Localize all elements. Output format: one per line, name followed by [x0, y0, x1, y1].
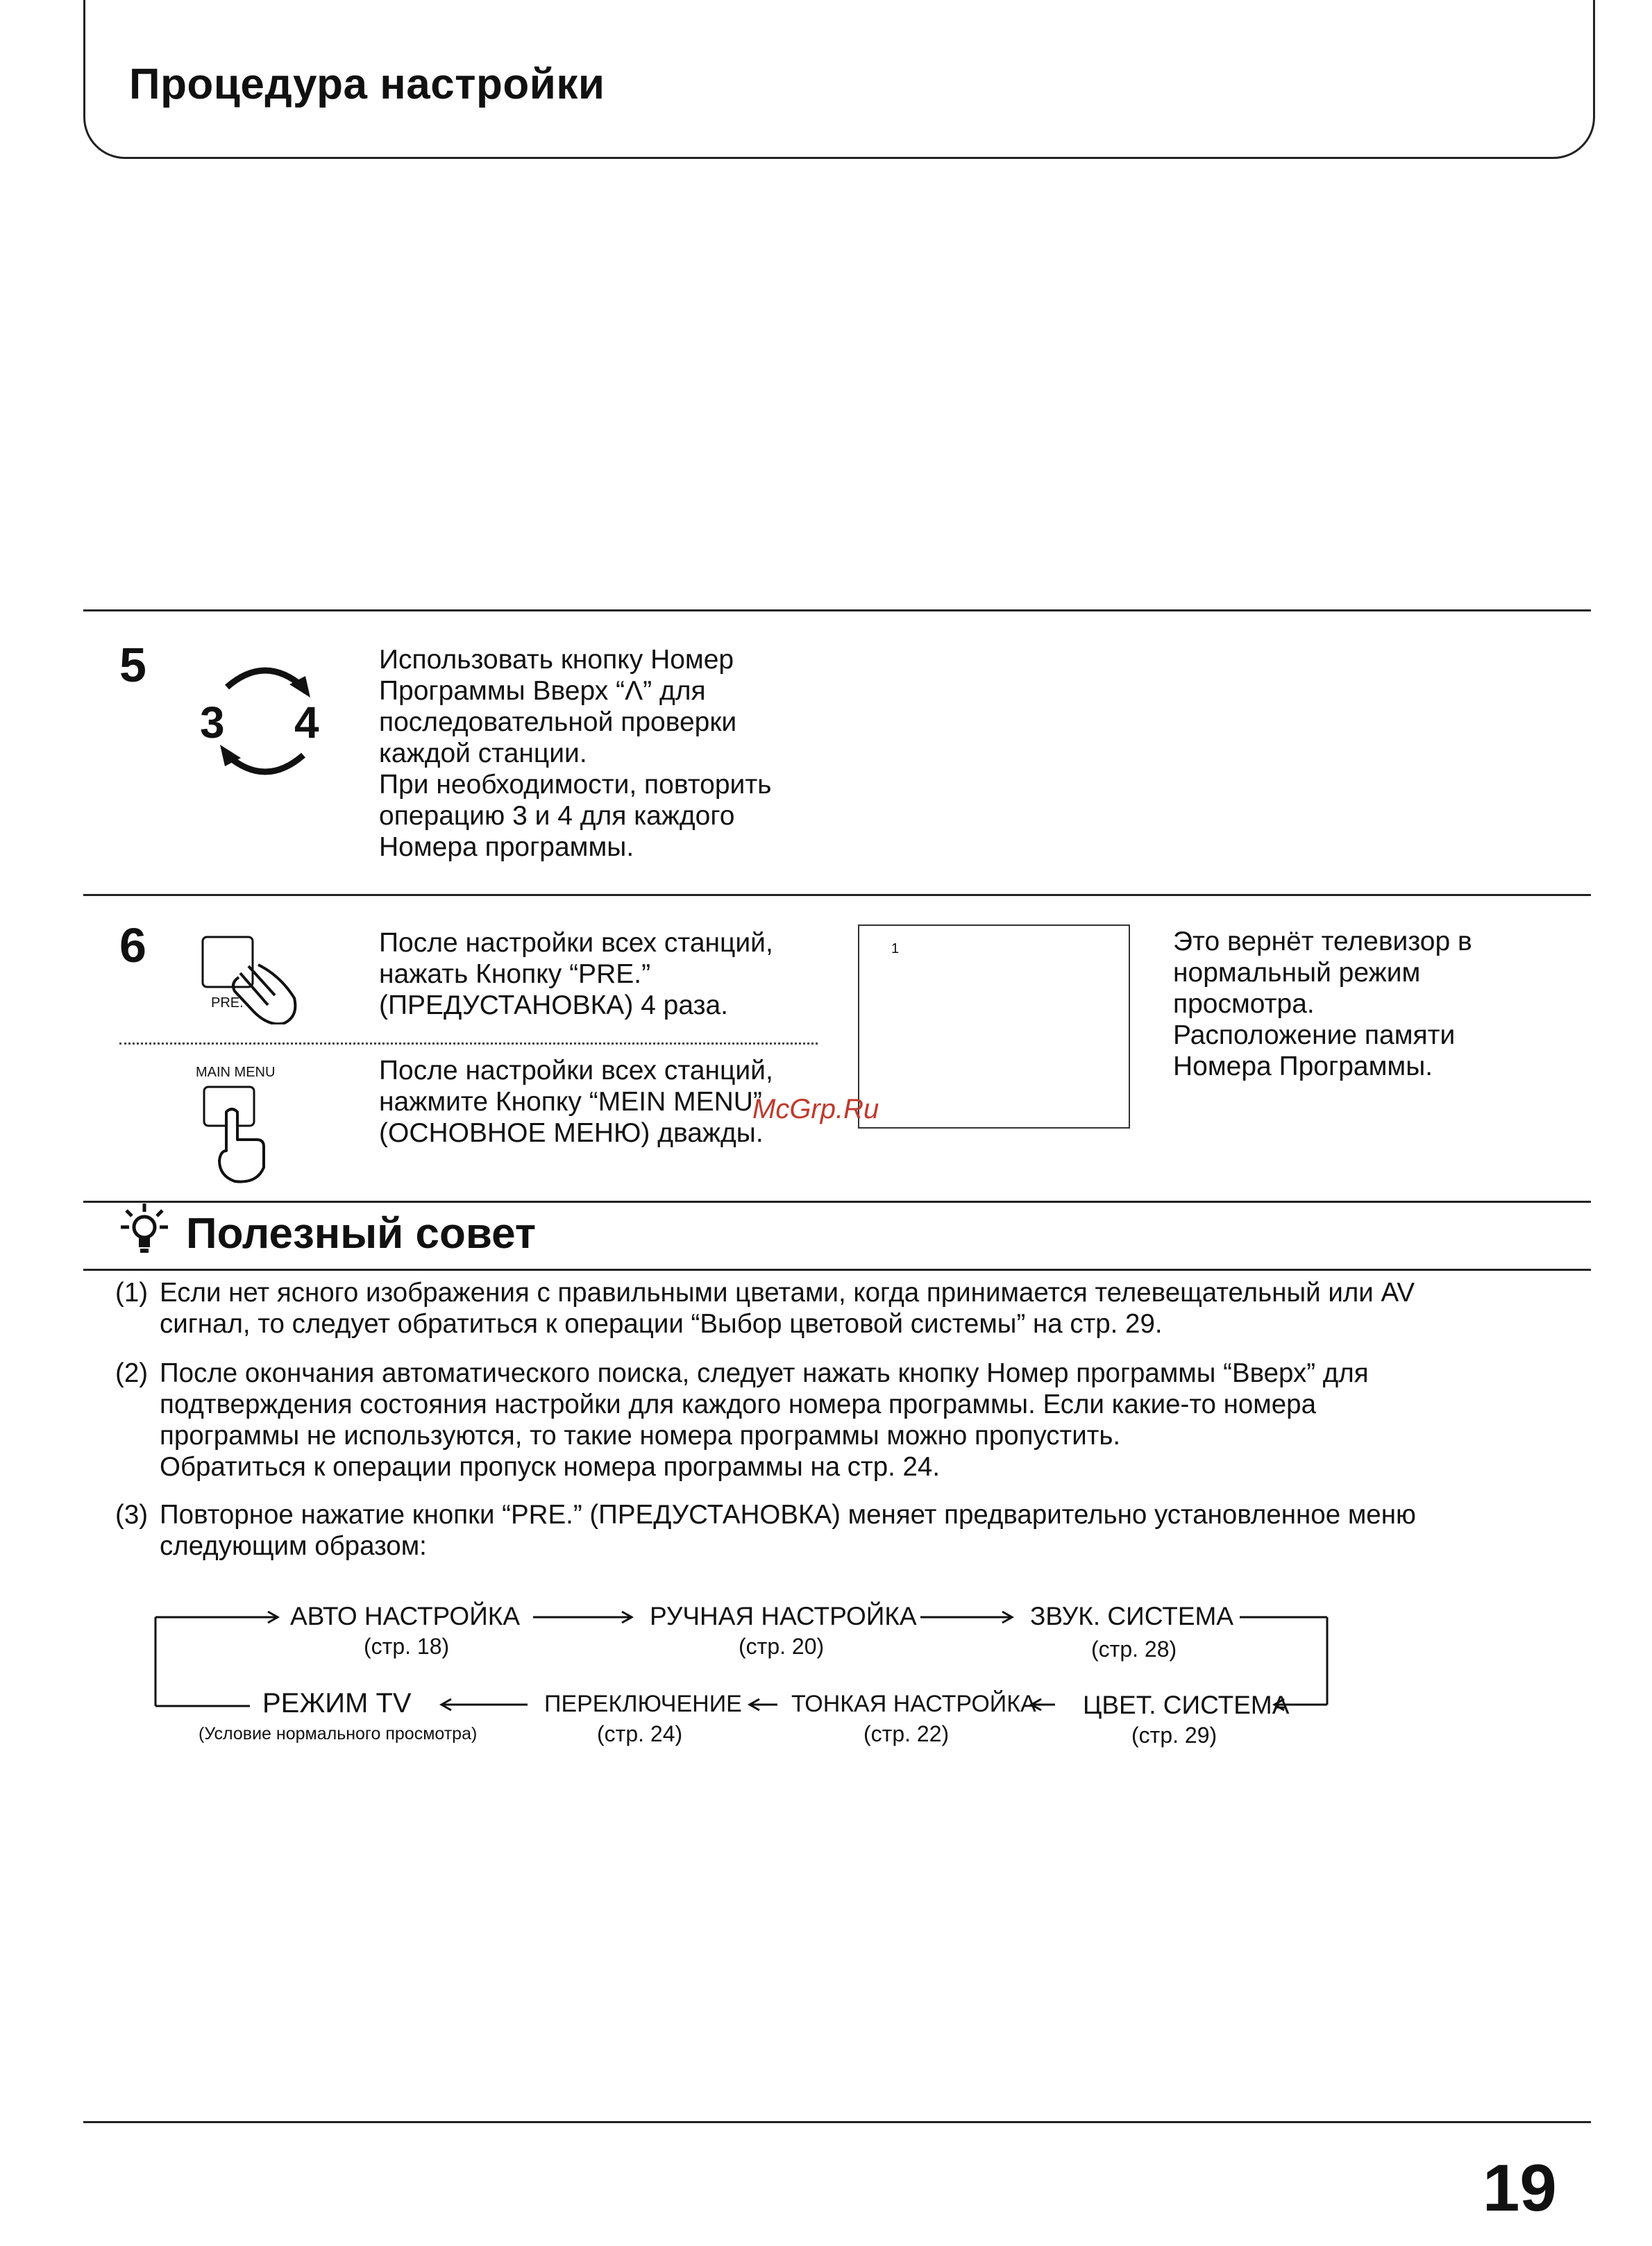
tip-item-1	[115, 1277, 1649, 1346]
tip-item-text: После окончания автоматического поиска, следует нажать кнопку Номер программы “Вверх” для подтверждения состояния настройки для каждого номера программы. Если какие-то номера программы не используются, то такие номера программы можно пропустить. Обратиться к операции пропуск номера программы на стр. 24.	[160, 1358, 1369, 1482]
flow-auto-tuning-page: (стр. 18)	[364, 1634, 450, 1659]
tip-item-number: (1)	[115, 1278, 149, 1308]
flow-manual-tuning-page: (стр. 20)	[739, 1634, 825, 1659]
page-title: Процедура настройки	[129, 60, 605, 108]
divider-tip-top	[83, 1201, 1591, 1203]
lightbulb-icon	[117, 1199, 172, 1258]
footer-divider	[83, 2121, 1591, 2123]
tip-item-3	[115, 1499, 1649, 1569]
flow-auto-tuning: АВТО НАСТРОЙКА	[290, 1602, 521, 1630]
flow-switching-page: (стр. 24)	[597, 1721, 683, 1746]
icon-digit-4: 4	[294, 698, 319, 748]
pre-button-label: PRE.	[211, 995, 244, 1011]
tip-item-number: (2)	[115, 1358, 149, 1388]
main-menu-label: MAIN MENU	[196, 1065, 276, 1080]
main-menu-button-press-icon	[201, 1084, 278, 1184]
tip-title: Полезный совет	[186, 1210, 537, 1258]
flow-color-system: ЦВЕТ. СИСТЕМА	[1083, 1691, 1290, 1719]
watermark: McGrp.Ru	[752, 1094, 879, 1124]
page-number: 19	[1483, 2151, 1557, 2225]
step-6-menu-text: После настройки всех станций, нажмите Кнопку “MEIN MENU” (ОСНОВНОЕ МЕНЮ) дважды.	[379, 1056, 773, 1148]
divider-tip-bottom	[83, 1269, 1591, 1271]
tip-item-text: Если нет ясного изображения с правильными цветами, когда принимается телевещательный или AV сигнал, то следует обратиться к операции “Выбор цветовой системы” на стр. 29.	[160, 1278, 1415, 1339]
flow-fine-tuning: ТОНКАЯ НАСТРОЙКА	[791, 1691, 1036, 1717]
tip-item-2	[115, 1358, 1649, 1489]
step-number-6: 6	[119, 918, 146, 972]
flow-fine-tuning-page: (стр. 22)	[863, 1721, 950, 1746]
flow-sound-system: ЗВУК. СИСТЕМА	[1030, 1602, 1234, 1630]
divider-step-6	[83, 894, 1591, 896]
icon-digit-3: 3	[200, 698, 225, 748]
tip-item-text: Повторное нажатие кнопки “PRE.” (ПРЕДУСТАНОВКА) меняет предварительно установленное меню следующим образом:	[160, 1500, 1416, 1561]
divider-step-5	[83, 609, 1591, 611]
step-6-result-text: Это вернёт телевизор в нормальный режим просмотра. Расположение памяти Номера Программы.	[1173, 927, 1472, 1081]
step-6-pre-text: После настройки всех станций, нажать Кнопку “PRE.” (ПРЕДУСТАНОВКА) 4 раза.	[379, 928, 773, 1020]
step-number-5: 5	[119, 638, 146, 692]
flow-manual-tuning: РУЧНАЯ НАСТРОЙКА	[650, 1602, 917, 1630]
flow-color-system-page: (стр. 29)	[1131, 1723, 1217, 1748]
flow-sound-system-page: (стр. 28)	[1091, 1637, 1177, 1662]
tip-item-number: (3)	[115, 1500, 149, 1530]
flow-tv-mode: РЕЖИМ TV	[262, 1688, 412, 1719]
dotted-separator	[119, 1042, 818, 1045]
screen-program-number: 1	[891, 941, 900, 956]
step-5-text: Использовать кнопку Номер Программы Вверх “Λ” для последовательной проверки каждой станции. При необходимости, повторить операцию 3 и 4 для каждого Номера программы.	[379, 645, 772, 862]
flow-tv-mode-page: (Условие нормального просмотра)	[199, 1724, 478, 1743]
flow-switching: ПЕРЕКЛЮЧЕНИЕ	[544, 1691, 742, 1717]
